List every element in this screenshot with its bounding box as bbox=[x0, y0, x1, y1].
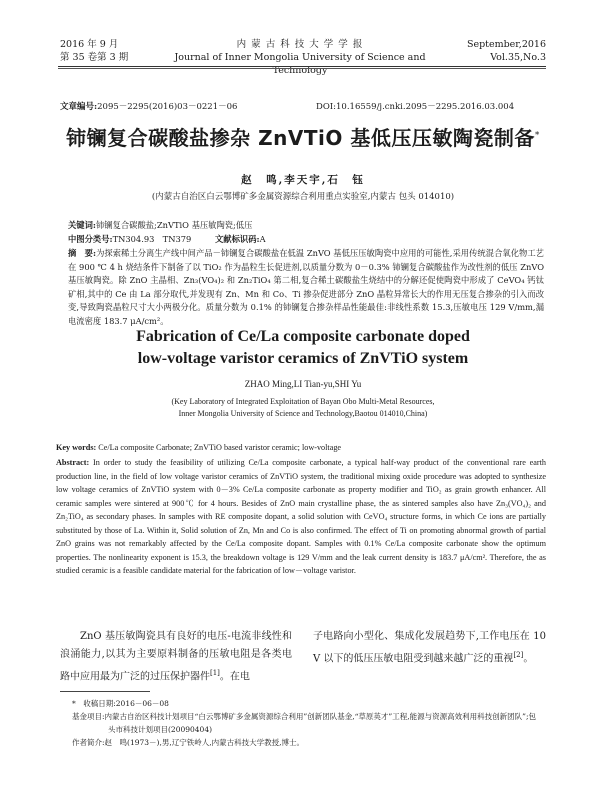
footnote-author: 作者简介:赵 鸣(1973－),男,辽宁铁岭人,内蒙古科技大学教授,博士。 bbox=[72, 738, 305, 747]
abstract-en: Abstract: In order to study the feasibility of utilizing Ce/La composite carbonate, a typical half-way product of the conventional rare earth production line, in the field of low voltage varistor ceramics of ZnVTiO system, the traditional mixing oxide procedure was adopted to synthesize low voltage ceramics of ZnVTiO system with 0－3% Ce/La composite carbonate as property modifier and TiO₂ as grain growth enhancer. All ceramic samples were sintered at 900℃ for 4 hours. Besides of ZnO main crystalline phase, the as sintered samples also have Zn₃(VO₄)₂ and Zn₂TiO₄ as secondary phases. In samples with RE composite dopant, a solid solution with CeVO₄ structure forms, in which Ce ions are partially substituted by those of La. Within it, Solid solution of Zn, Mn and Co is also confirmed. The effect of Ti on promoting abnormal growth of partial ZnO grains was not remarkably affected by the Ce/La composite dopant. Samples with 0.1% Ce/La composite carbonate show the optimum properties. The nonlinearity exponent is 15.3, the breakdown voltage is 129 V/mm and the leak current density is 183.7 μA/cm². Therefore, the as studied ceramic is a feasible candidate material for the fabrication of low－voltage varistor. bbox=[56, 458, 546, 575]
title-footnote-mark: * bbox=[534, 130, 540, 141]
affiliation-en: (Key Laboratory of Integrated Exploitation of Bayan Obo Multi-Metal Resources, Inner Mongolia University of Science and Technology,Baotou 014010,China) bbox=[171, 397, 435, 418]
authors-en: ZHAO Ming,LI Tian-yu,SHI Yu bbox=[244, 379, 362, 389]
body-text-right-column: 子电路向小型化、集成化发展趋势下,工作电压在 10 V 以下的低压压敏电阻受到越来越广泛的重视[2]。 bbox=[313, 631, 546, 665]
paper-title-en: Fabrication of Ce/La composite carbonate doped low-voltage varistor ceramics of ZnVTiO system bbox=[136, 328, 470, 367]
journal-name bbox=[150, 38, 450, 77]
affiliation-cn: (内蒙古自治区白云鄂博矿多金属资源综合利用重点实验室,内蒙古 包头 014010) bbox=[151, 192, 455, 202]
footnote-rule bbox=[60, 691, 150, 692]
issue-date: 2016 年 9 月 bbox=[60, 39, 119, 50]
doi: DOI:10.16559/j.cnki.2095－2295.2016.03.004 bbox=[316, 102, 515, 112]
footnote-received: * 收稿日期:2016－06－08 bbox=[72, 699, 169, 708]
issue-date-en: September,2016 bbox=[466, 39, 546, 50]
article-number: 文章编号:2095－2295(2016)03－0221－06 bbox=[60, 102, 238, 112]
journal-date-volume bbox=[60, 38, 128, 64]
journal-name-cn: 内 蒙 古 科 技 大 学 学 报 bbox=[236, 39, 364, 50]
footnotes bbox=[60, 697, 546, 749]
header-rule bbox=[58, 66, 546, 67]
abstract-cn: 摘 要:为探索稀土分离生产线中间产品－铈镧复合碳酸盐在低温 ZnVO 基低压压敏陶瓷中应用的可能性,采用传统混合氧化物工艺在 900 ℃ 4 h 烧结条件下制备了以 TiO₂ 作为晶粒生长促进剂,以质量分数为 0－0.3% 铈镧复合碳酸盐作为改性剂的低压 ZnVO 基压敏陶瓷。除 ZnO 主晶相、Zn₃(VO₄)₂ 和 Zn₂TiO₄ 第二相,复合稀土碳酸盐生烧结中的分解还促使陶瓷中形成了 CeVO₄ 钙钛矿相,其中的 Ce 由 La 部分取代,并发现有 Zn、Mn 和 Co、Ti 掺杂促进部分 ZnO 晶粒异常长大的作用无压复合掺杂的引入而改变,导致陶瓷晶粒尺寸大小两极分化。质量分数为 0.1% 的铈镧复合掺杂样品性能最佳:非线性系数 15.3,压敏电压 129 V/mm,漏电流密度 183.7 μA/cm²。 bbox=[68, 248, 544, 326]
volume-issue: 第 35 卷第 3 期 bbox=[60, 52, 129, 63]
authors-cn: 赵 鸣,李天宇,石 钰 bbox=[241, 174, 365, 186]
keywords-cn: 关键词:铈镧复合碳酸盐;ZnVTiO 基压敏陶瓷;低压 bbox=[68, 220, 253, 230]
volume-issue-en: Vol.35,No.3 bbox=[490, 52, 546, 63]
footnote-fund: 基金项目:内蒙古自治区科技计划项目“白云鄂博矿多金属资源综合利用”创新团队基金,“草原英才”工程,能源与资源高效利用科技创新团队”;包 头市科技计划项目(20090404) bbox=[72, 712, 536, 734]
journal-name-en: Journal of Inner Mongolia University of Science and Technology bbox=[174, 52, 426, 76]
header-rule-thin bbox=[58, 68, 546, 69]
journal-date-volume-en bbox=[467, 38, 546, 64]
body-text-left-column: ZnO 基压敏陶瓷具有良好的电压-电流非线性和浪涌能力,以其为主要原料制备的压敏电阻是各类电路中应用最为广泛的过压保护器件[1]。在电 bbox=[60, 631, 292, 683]
keywords-en: Key words: Ce/La composite Carbonate; ZnVTiO based varistor ceramic; low-voltage bbox=[56, 443, 342, 452]
classification-cn: 中图分类号:TN304.93 TN379 文献标识码:A bbox=[68, 234, 266, 244]
paper-title-cn: 铈镧复合碳酸盐掺杂 ZnVTiO 基低压压敏陶瓷制备* bbox=[66, 126, 540, 150]
